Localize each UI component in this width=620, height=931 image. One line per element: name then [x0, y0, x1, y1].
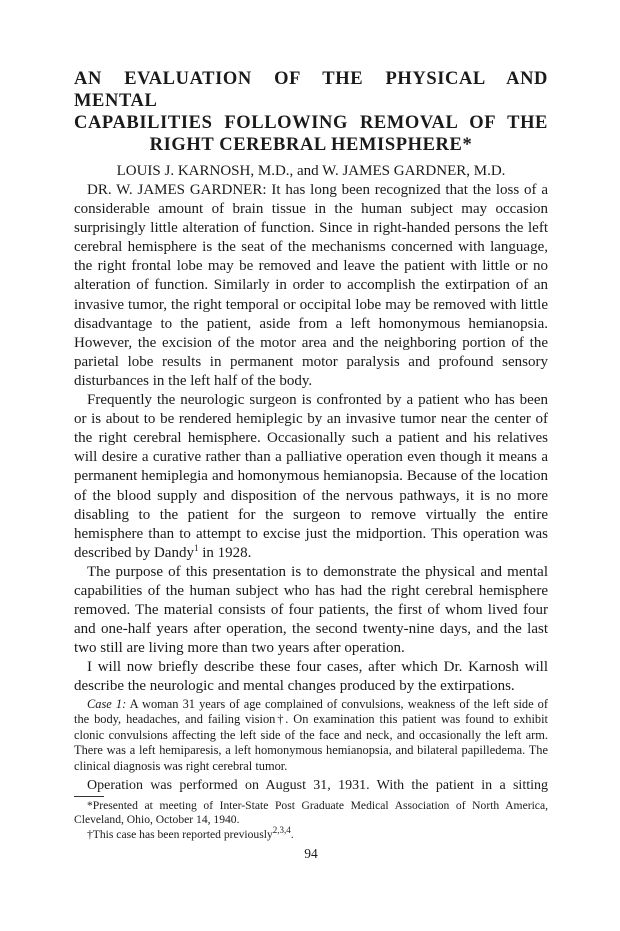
case-1-text: A woman 31 years of age complained of convulsions, weakness of the left side of the body, headaches, and failing vision†. On examination this patient was found to exhibit clonic convulsions affecting the left side of the face and neck, and occasionally the left arm. There was a left hemiparesis, a left homonymous hemianopsia, and bilateral papilledema. The clinical diagnosis was right cerebral tumor. — [74, 696, 549, 773]
paragraph-2-end: in 1928. — [198, 544, 252, 561]
title-line-3: RIGHT CEREBRAL HEMISPHERE* — [149, 135, 473, 155]
footnote-1: *Presented at meeting of Inter-State Post Graduate Medical Association of North America, Cleveland, Ohio, October 14, 1940. — [74, 798, 548, 827]
author-1-degree: , M.D., and — [250, 163, 323, 179]
footnote-2-end: . — [290, 827, 294, 841]
author-line — [74, 161, 548, 181]
title-line-1: AN EVALUATION OF THE PHYSICAL AND MENTAL — [74, 69, 548, 111]
footnote-2-text: †This case has been reported previously — [87, 827, 273, 841]
case-1-label: Case 1: — [87, 696, 127, 711]
author-1-name: OUIS J. — [125, 163, 178, 179]
author-2-name: AMES — [348, 163, 394, 179]
journal-page — [74, 68, 548, 862]
reference-marker: 1 — [193, 542, 199, 553]
author-1-initial: L — [116, 163, 126, 179]
author-2-initials: W. J — [322, 163, 349, 179]
page-number: 94 — [304, 846, 318, 862]
title-line-2: CAPABILITIES FOLLOWING REMOVAL OF THE — [74, 113, 548, 133]
paragraph-1 — [74, 181, 548, 391]
operation-line: Operation was performed on August 31, 1931. With the patient in a sitting — [87, 777, 548, 793]
author-1-surname: ARNOSH — [188, 163, 251, 179]
case-1-paragraph — [74, 697, 548, 775]
paragraph-2-text: Frequently the neurologic surgeon is confronted by a patient who has been or is about to be rendered hemiplegic by an invasive tumor near the center of the right cerebral hemisphere. Occasionally such a patient and his relatives will desire a curative rather than a palliative operation even though it means a permanent hemiplegia and homonymous hemianopsia. Because of the location of the blood supply and disposition of the nervous pathways, it is no more disabling to the patient for the surgeon to remove virtually the entire hemisphere than to attempt to excise just the midportion. This operation was described by Dandy — [74, 392, 548, 561]
paragraph-4: I will now briefly describe these four cases, after which Dr. Karnosh will describe the neurologic and mental changes produced by the extirpations. — [74, 659, 548, 695]
author-1-surname-initial: K — [177, 163, 189, 179]
author-2-surname: ARDNER — [404, 163, 467, 179]
paragraph-1-text: It has long been recognized that the loss of a considerable amount of brain tissue in the human subject may occasion surprisingly little alteration of function. Since in right-handed persons the left cerebral hemisphere is the seat of the mechanisms concerned with language, the right frontal lobe may be removed and leave the patient with little or no alteration of function. Similarly in order to accomplish the extirpation of an invasive tumor, the right temporal or occipital lobe may be removed with little disadvantage to the patient, aside from a left homonymous hemianopsia. However, the excision of the motor area and the neighboring portion of the parietal lobe results in permanent motor paralysis and profound sensory disturbances in the left half of the body. — [74, 182, 549, 389]
footnote-2-refs: 2,3,4 — [272, 824, 291, 835]
article-body — [74, 181, 548, 697]
footnote-2 — [74, 824, 548, 843]
author-2-degree: , M.D. — [466, 163, 506, 179]
footnote-divider — [74, 796, 104, 797]
article-title — [74, 68, 548, 156]
case-report — [74, 697, 548, 775]
paragraph-3: The purpose of this presentation is to demonstrate the physical and mental capabilities of the human subject who has had the right cerebral hemisphere removed. The material consists of four patients, the first of whom lived four and one-half years after operation, the second twenty-nine days, and the last two still are living more than two years after operation. — [74, 563, 548, 657]
author-2-surname-initial: G — [393, 163, 405, 179]
paragraph-2 — [74, 391, 548, 563]
speaker-lead: DR. W. JAMES GARDNER: — [87, 182, 267, 198]
footnotes — [74, 799, 548, 843]
